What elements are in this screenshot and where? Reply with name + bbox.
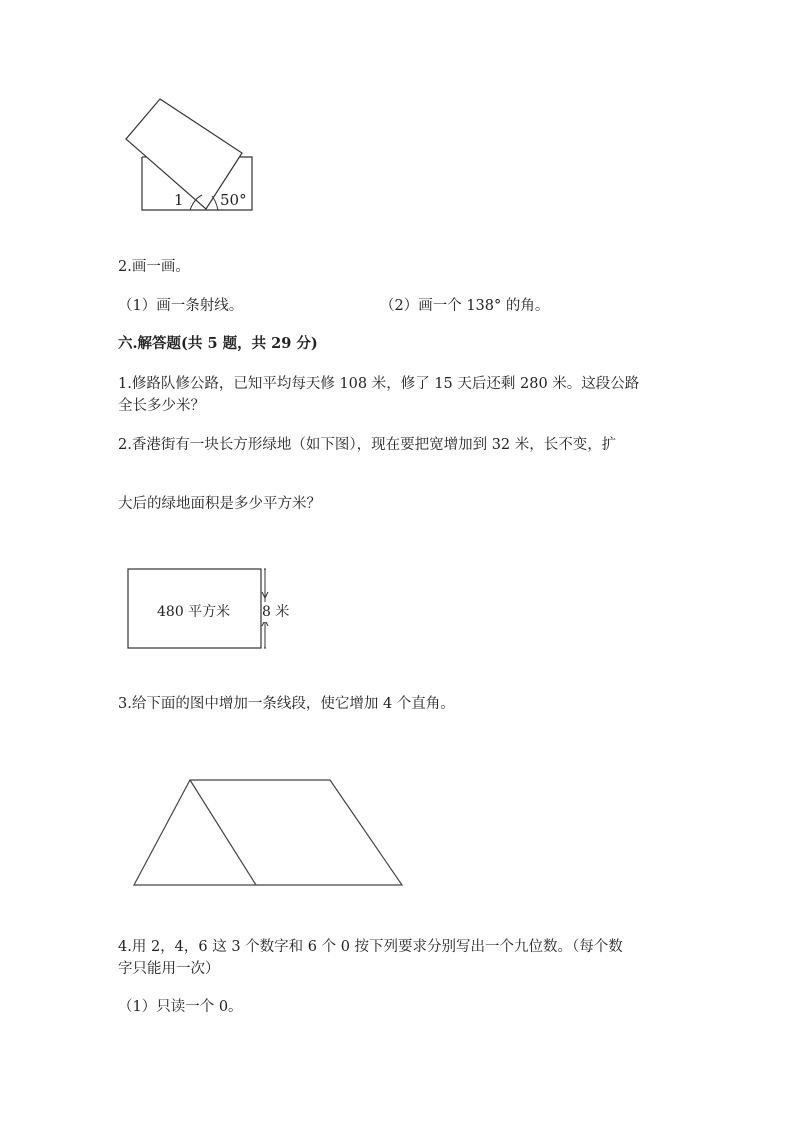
problem-1-line2: 全长多少米？: [118, 398, 205, 414]
q2-part1: （1）画一条射线。: [118, 298, 244, 314]
problem-3-line1: 3.给下面的图中增加一条线段，使它增加 4 个直角。: [118, 696, 455, 712]
trapezoid-drawing: [130, 775, 410, 890]
angle-50-label: 50°: [220, 191, 247, 209]
rectangle-figure: [127, 566, 297, 652]
problem-2-line1: 2.香港街有一块长方形绿地（如下图），现在要把宽增加到 32 米，长不变，扩: [118, 437, 617, 453]
problem-4-part1: （1）只读一个 0。: [118, 999, 243, 1015]
section-6-heading: 六.解答题(共 5 题，共 29 分): [118, 335, 318, 352]
problem-1-line1: 1.修路队修公路，已知平均每天修 108 米，修了 15 天后还剩 280 米。这段公路: [118, 376, 640, 392]
problem-4-line2: 字只能用一次）: [118, 961, 220, 977]
folded-paper-figure: [120, 95, 260, 215]
trapezoid-figure: [130, 775, 410, 890]
q2-title: 2.画一画。: [118, 259, 190, 275]
problem-2-line2: 大后的绿地面积是多少平方米？: [118, 496, 321, 512]
problem-4-line1: 4.用 2，4，6 这 3 个数字和 6 个 0 按下列要求分别写出一个九位数。（每个数: [118, 939, 623, 955]
angle-1-label: 1: [174, 191, 184, 209]
rectangle-width-label: 8 米: [262, 604, 290, 620]
rectangle-area-label: 480 平方米: [157, 604, 231, 620]
q2-part2: （2）画一个 138° 的角。: [380, 298, 550, 314]
